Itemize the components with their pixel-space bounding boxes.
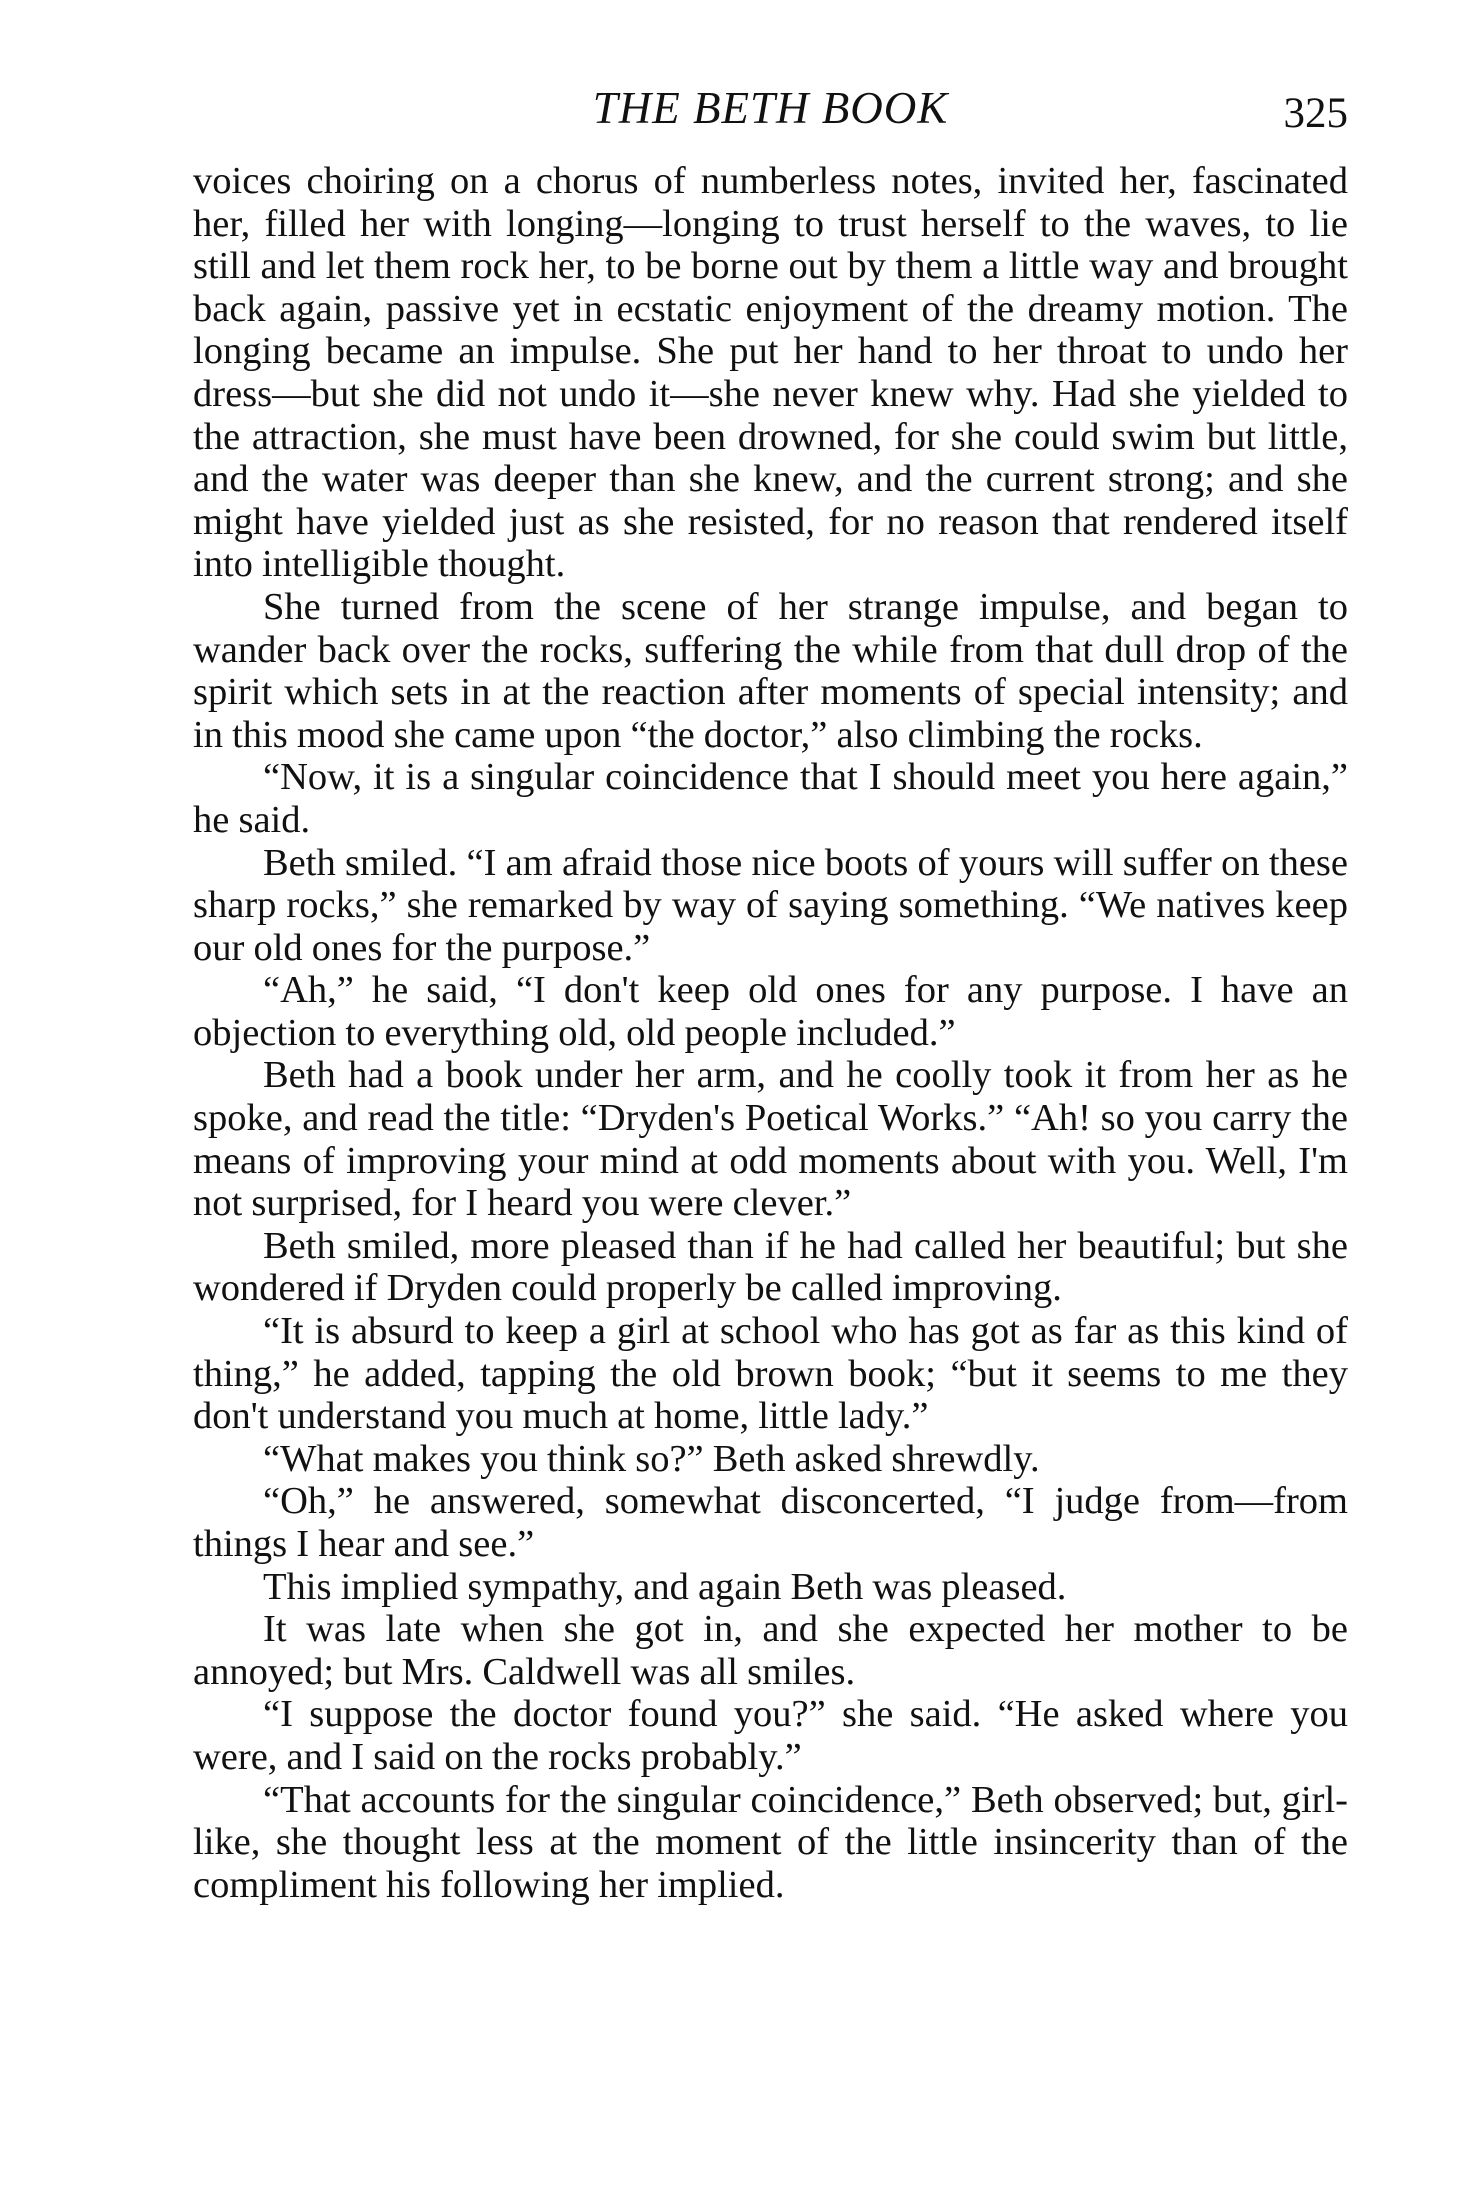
paragraph: This implied sympathy, and again Beth was pleased. (263, 1565, 1067, 1608)
running-head (193, 78, 1348, 148)
paragraph: She turned from the scene of her strange impulse, and began to wander back over the rocks, suffering the while from that dull drop of the spirit which sets in at the reaction after moments of special intensity; and in this mood she came upon “the doctor,” also climbing the rocks. (193, 585, 1348, 756)
paragraph: Beth smiled, more pleased than if he had called her beautiful; but she wondered if Dryden could properly be called improving. (193, 1224, 1348, 1310)
paragraph-continued: voices choiring on a chorus of numberless notes, invited her, fascinated her, filled her with longing—longing to trust herself to the waves, to lie still and let them rock her, to be borne out by them a little way and brought back again, passive yet in ecstatic enjoyment of the dreamy motion. The longing became an impulse. She put her hand to her throat to undo her dress—but she did not undo it—she never knew why. Had she yielded to the attraction, she must have been drowned, for she could swim but little, and the water was deeper than she knew, and the current strong; and she might have yielded just as she resisted, for no reason that rendered itself into intelligible thought. (193, 160, 1348, 586)
paragraph: “What makes you think so?” Beth asked shrewdly. (263, 1437, 1040, 1480)
paragraph: “Oh,” he answered, somewhat disconcerted, “I judge from—from things I hear and see.” (193, 1480, 1348, 1565)
paragraph: Beth had a book under her arm, and he coolly took it from her as he spoke, and read the title: “Dryden's Poetical Works.” “Ah! so you carry the means of improving your mind at odd moments about with you. Well, I'm not surprised, for I heard you were clever.” (193, 1054, 1348, 1225)
paragraph: “Now, it is a singular coincidence that I should meet you here again,” he said. (193, 756, 1348, 841)
paragraph: Beth smiled. “I am afraid those nice boots of yours will suffer on these sharp rocks,” she remarked by way of saying something. “We natives keep our old ones for the purpose.” (193, 841, 1348, 969)
paragraph: “Ah,” he said, “I don't keep old ones for any purpose. I have an objection to everything old, old people included.” (193, 969, 1348, 1054)
paragraph: “I suppose the doctor found you?” she said. “He asked where you were, and I said on the rocks probably.” (193, 1693, 1348, 1778)
running-title: THE BETH BOOK (592, 83, 949, 133)
paragraph: “It is absurd to keep a girl at school who has got as far as this kind of thing,” he added, tapping the old brown book; “but it seems to me they don't understand you much at home, little lady.” (193, 1310, 1348, 1438)
paragraph: It was late when she got in, and she expected her mother to be annoyed; but Mrs. Caldwell was all smiles. (193, 1608, 1348, 1693)
body-text (193, 160, 1348, 1906)
page-number: 325 (1283, 90, 1348, 137)
paragraph: “That accounts for the singular coincidence,” Beth observed; but, girl-like, she thought less at the moment of the little insincerity than of the compliment his following her implied. (193, 1778, 1348, 1906)
